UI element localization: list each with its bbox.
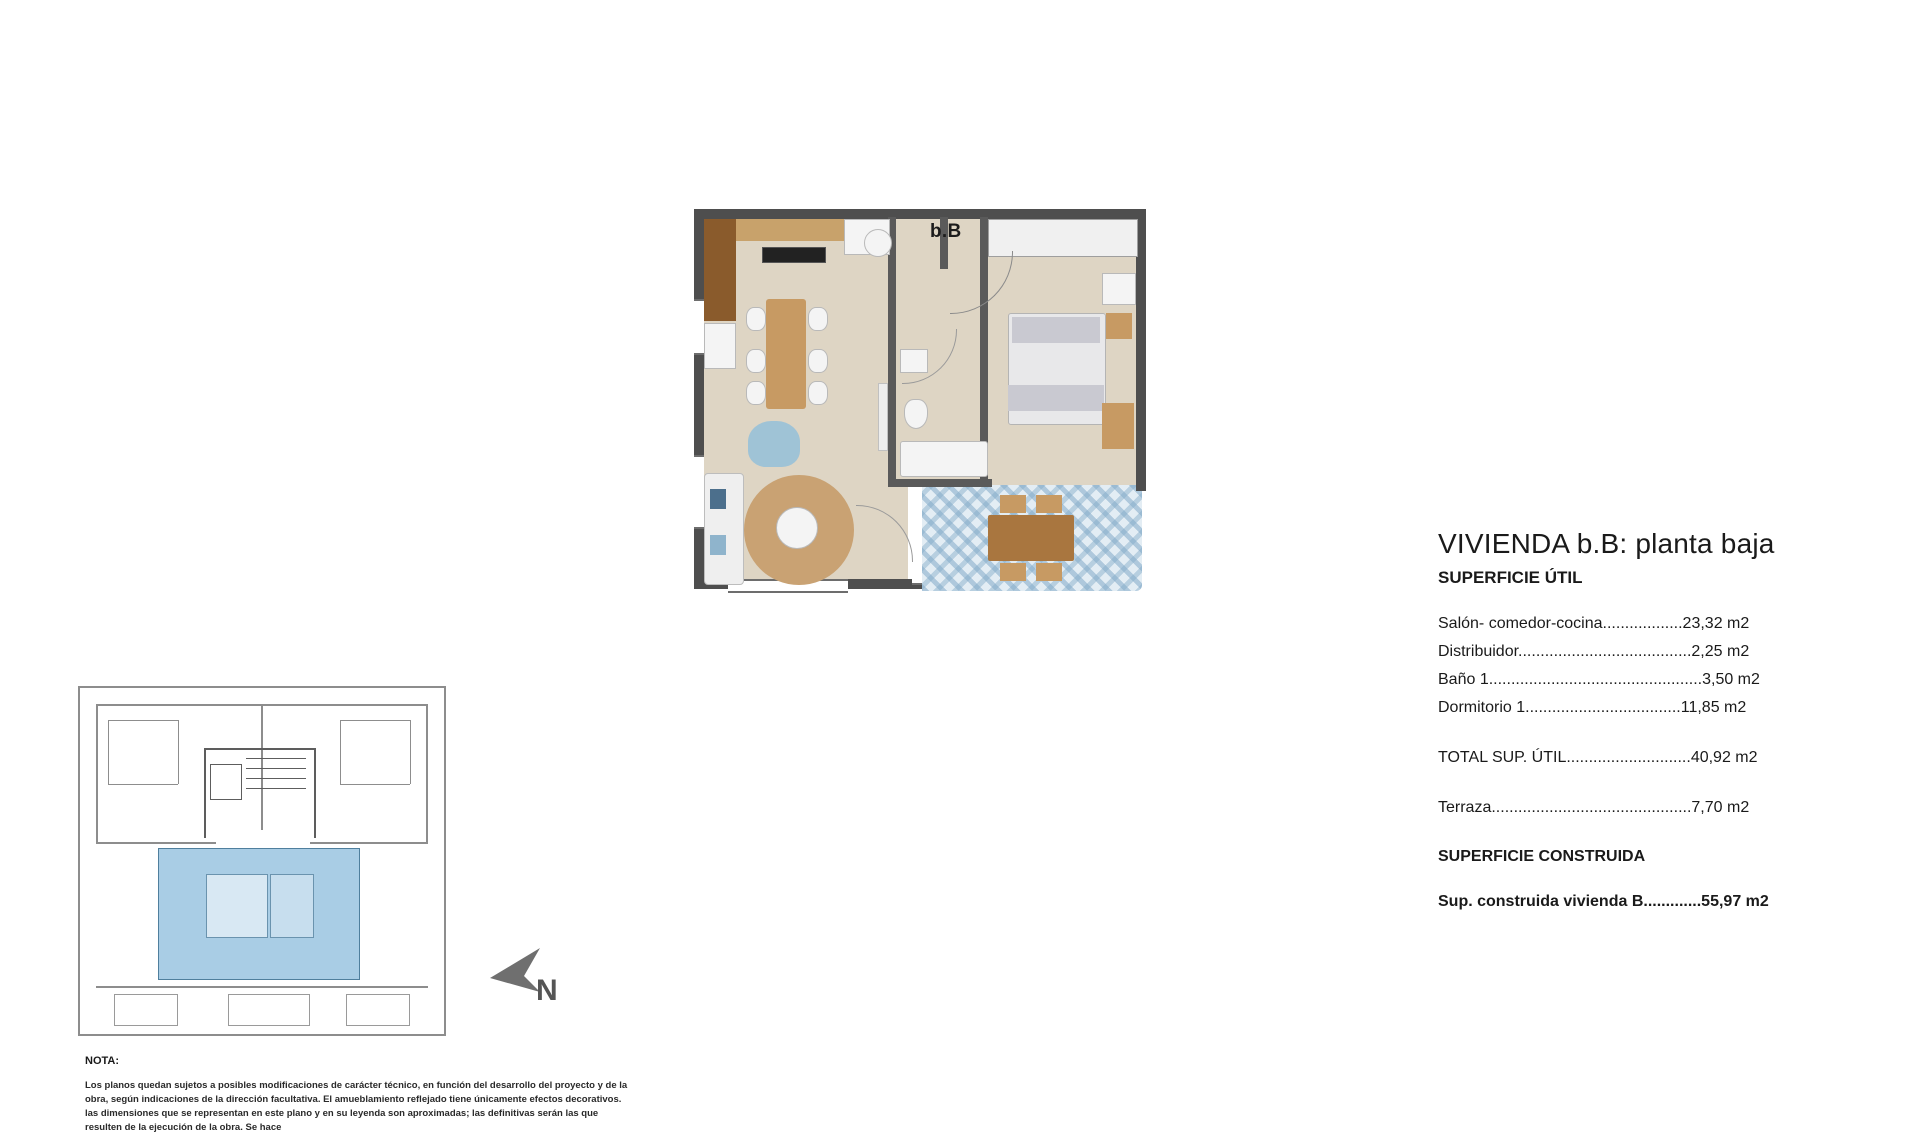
keyplan-stair-treads xyxy=(246,778,306,779)
keyplan-outline-left xyxy=(78,686,80,1036)
page-title: VIVIENDA b.B: planta baja xyxy=(1438,528,1775,559)
keyplan-unit xyxy=(410,720,411,784)
dot-leader: ............. xyxy=(1643,893,1702,910)
dining-chair xyxy=(808,349,828,373)
room-area: 11,85 m2 xyxy=(1680,699,1747,716)
sofa-cushion xyxy=(710,489,726,509)
legend-row xyxy=(1438,638,1868,666)
wall-left xyxy=(694,209,704,589)
keyplan-outline-bottom xyxy=(78,1034,446,1036)
dresser xyxy=(1102,403,1134,449)
dining-chair xyxy=(746,349,766,373)
legend-panel xyxy=(1438,528,1868,916)
keyplan-unit xyxy=(340,720,341,784)
keyplan-wall xyxy=(96,842,216,844)
towel-rail xyxy=(878,383,888,451)
keyplan-balcony xyxy=(346,994,410,1026)
keyplan-balcony xyxy=(114,994,178,1026)
spacer xyxy=(1438,822,1868,844)
room-label: Distribuidor xyxy=(1438,643,1519,660)
dot-leader: ............................ xyxy=(1566,749,1691,766)
room-label: Baño 1 xyxy=(1438,671,1489,688)
dot-leader: ............................................. xyxy=(1491,799,1692,816)
room-label: Salón- comedor-cocina xyxy=(1438,615,1603,632)
dot-leader: .................. xyxy=(1602,615,1683,632)
keyplan-wall xyxy=(310,842,428,844)
total-area: 40,92 m2 xyxy=(1690,749,1758,766)
total-label: TOTAL SUP. ÚTIL xyxy=(1438,749,1567,766)
nightstand xyxy=(1106,313,1132,339)
dining-chair xyxy=(746,307,766,331)
partition-bath-left xyxy=(888,337,896,487)
key-plan xyxy=(78,686,458,1036)
north-letter: N xyxy=(536,974,558,1007)
dining-chair xyxy=(746,381,766,405)
terrace-sliding-door xyxy=(912,485,922,585)
keyplan-stair-core xyxy=(204,748,314,750)
terrace-chair xyxy=(1000,495,1026,513)
room-area: 23,32 m2 xyxy=(1682,615,1750,632)
keyplan-stair-treads xyxy=(246,768,306,769)
sofa-cushion xyxy=(710,535,726,555)
dining-chair xyxy=(808,307,828,331)
built-label: Sup. construida vivienda B xyxy=(1438,893,1644,910)
note-title: NOTA: xyxy=(85,1055,120,1067)
dot-leader: ................................... xyxy=(1525,699,1681,716)
legend-row xyxy=(1438,610,1868,638)
terrace-chair xyxy=(1036,495,1062,513)
legend-row xyxy=(1438,666,1868,694)
room-area: 2,25 m2 xyxy=(1691,643,1750,660)
built-area: 55,97 m2 xyxy=(1701,893,1769,910)
keyplan-lift xyxy=(210,764,242,800)
kitchen-counter xyxy=(704,219,736,321)
bedroom-desk xyxy=(1102,273,1136,305)
terrace-chair xyxy=(1036,563,1062,581)
keyplan-unit xyxy=(340,784,410,785)
kitchen-hob xyxy=(762,247,826,263)
legend-total-row xyxy=(1438,744,1868,772)
terrace-table xyxy=(988,515,1074,561)
wall-top xyxy=(694,209,1146,219)
north-arrow-icon xyxy=(484,930,574,1020)
legend-subtitle: SUPERFICIE ÚTIL xyxy=(1438,568,1583,587)
bed-throw xyxy=(1008,385,1104,411)
terrace-chair xyxy=(1000,563,1026,581)
dining-table xyxy=(766,299,806,409)
dot-leader: ................................................ xyxy=(1488,671,1703,688)
keyplan-unit-interior xyxy=(270,874,314,938)
window-left-2 xyxy=(694,455,704,529)
note-body: Los planos quedan sujetos a posibles modificaciones de carácter técnico, en función del desarrollo del proyecto y de la obra, según indicaciones de la dirección facultativa. El amueblamiento reflejado tiene únicamente efectos decorativos. las dimensiones que se representan en este plano y en su leyenda son aproximadas; las definitivas serán las que resulten de la ejecución de la obra. Se hace xyxy=(85,1080,628,1133)
built-area-heading: SUPERFICIE CONSTRUIDA xyxy=(1438,848,1646,865)
keyplan-stair-treads xyxy=(246,788,306,789)
room-area: 3,50 m2 xyxy=(1702,671,1760,688)
keyplan-unit xyxy=(178,720,179,784)
keyplan-unit xyxy=(108,784,178,785)
terrace-area: 7,70 m2 xyxy=(1691,799,1750,816)
note-block xyxy=(85,1055,630,1135)
window-left xyxy=(694,299,704,355)
keyplan-wall xyxy=(261,704,263,830)
toilet xyxy=(904,399,928,429)
legend-built-row xyxy=(1438,888,1868,916)
keyplan-wall xyxy=(96,986,428,988)
keyplan-wall xyxy=(426,704,428,844)
keyplan-outline-top xyxy=(78,686,446,688)
keyplan-unit-interior xyxy=(206,874,268,938)
spacer xyxy=(1438,722,1868,744)
dot-leader: ....................................... xyxy=(1518,643,1692,660)
plan-badge-label: b.B xyxy=(930,221,962,242)
room-label: Dormitorio 1 xyxy=(1438,699,1526,716)
keyplan-unit xyxy=(108,720,109,784)
keyplan-outline-right xyxy=(444,686,446,1036)
partition-bath-bottom xyxy=(888,479,992,487)
keyplan-unit xyxy=(340,720,410,721)
floor-plan xyxy=(688,203,1258,723)
washing-machine xyxy=(864,229,892,257)
spacer xyxy=(1438,772,1868,794)
legend-terrace-row xyxy=(1438,794,1868,822)
coffee-table xyxy=(776,507,818,549)
dining-chair xyxy=(808,381,828,405)
bathtub xyxy=(900,441,988,477)
legend-row xyxy=(1438,694,1868,722)
kitchen-upper-cabinets xyxy=(736,219,844,241)
keyplan-stair-core xyxy=(314,748,316,838)
terrace-label: Terraza xyxy=(1438,799,1492,816)
keyplan-stair-treads xyxy=(246,758,306,759)
keyplan-wall xyxy=(96,704,98,844)
keyplan-stair-core xyxy=(204,748,206,838)
fridge xyxy=(704,323,736,369)
north-indicator xyxy=(484,930,574,1020)
keyplan-balcony xyxy=(228,994,310,1026)
armchair xyxy=(748,421,800,467)
spacer xyxy=(1438,866,1868,888)
bed-pillows xyxy=(1012,317,1100,343)
keyplan-unit xyxy=(108,720,178,721)
